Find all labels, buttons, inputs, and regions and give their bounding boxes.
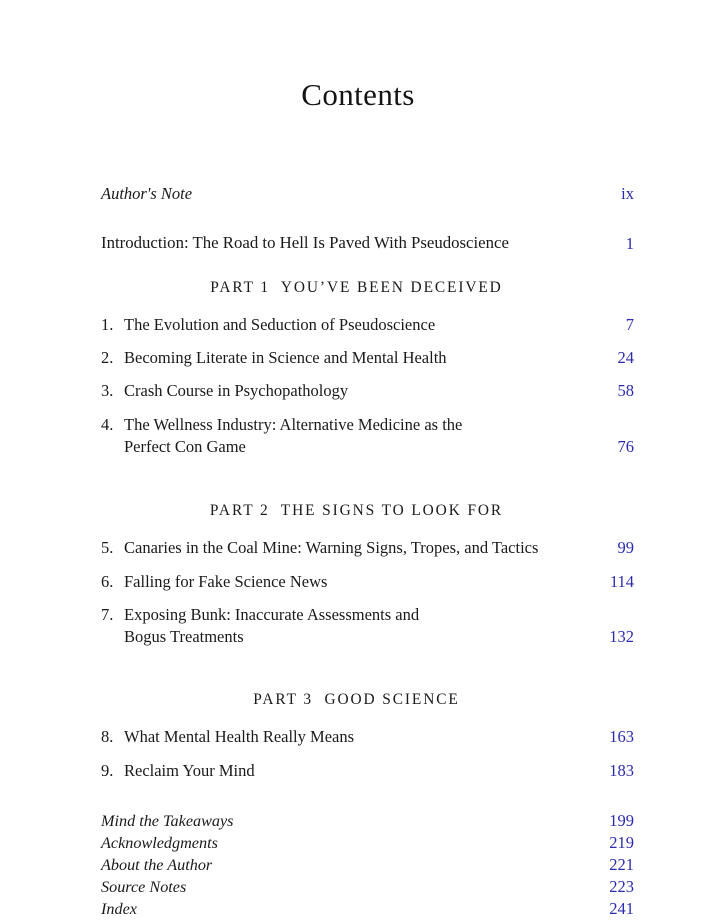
chapter-title	[124, 414, 462, 459]
back-matter-title: Source Notes	[101, 877, 187, 896]
back-matter-title: Index	[101, 899, 137, 918]
toc-entry-label-wrap	[101, 537, 550, 559]
toc-chapter-8[interactable]	[101, 726, 634, 748]
back-matter-title: Acknowledgments	[101, 833, 218, 852]
toc-entry-label-wrap	[101, 571, 339, 593]
section-spacer	[101, 659, 634, 671]
chapter-page-number: 183	[609, 760, 634, 780]
chapter-title	[124, 604, 419, 649]
chapter-number: 8.	[101, 727, 114, 747]
chapter-number: 9.	[101, 760, 114, 780]
toc-entry-title: Introduction: The Road to Hell Is Paved With Pseudoscience	[101, 233, 509, 253]
toc-chapter-4[interactable]	[101, 414, 634, 459]
toc-entry-label-wrap	[101, 314, 447, 336]
toc-entry-introduction[interactable]	[101, 232, 634, 255]
toc-entry-label-wrap	[101, 726, 366, 748]
toc-entry-about-the-author[interactable]	[101, 854, 634, 876]
toc-chapter-2[interactable]	[101, 347, 634, 369]
chapter-page-number: 114	[609, 571, 634, 591]
toc-entry-label-wrap	[101, 183, 204, 205]
chapter-title: What Mental Health Really Means	[124, 727, 355, 747]
toc-chapter-7[interactable]	[101, 604, 634, 649]
part-heading-2: PART 2 THE SIGNS TO LOOK FOR	[209, 502, 504, 520]
toc-entry-label-wrap	[101, 604, 431, 649]
toc-entry-authors-note[interactable]	[101, 183, 634, 205]
chapter-page-number: 99	[617, 538, 634, 558]
toc-entry-label-wrap	[101, 232, 521, 255]
toc-entry-title: Author's Note	[101, 184, 193, 203]
toc-entry-label-wrap	[101, 760, 267, 782]
chapter-title-line-2: Perfect Con Game	[124, 437, 246, 456]
back-matter-page-number: 199	[609, 810, 634, 830]
back-matter-page-number: 241	[609, 898, 634, 918]
toc-entry-page-number: 1	[625, 233, 634, 253]
section-spacer	[101, 469, 634, 482]
toc-entry-page-number: ix	[621, 184, 634, 203]
chapter-title: Becoming Literate in Science and Mental Health	[124, 348, 447, 368]
chapter-number: 7.	[101, 604, 114, 624]
toc-chapter-5[interactable]	[101, 537, 634, 559]
chapter-number: 5.	[101, 538, 114, 558]
toc-chapter-3[interactable]	[101, 380, 634, 402]
chapter-title: Crash Course in Psychopathology	[124, 381, 349, 401]
back-matter-page-number: 221	[609, 854, 634, 874]
toc-entry-label-wrap	[101, 414, 474, 459]
toc-entry-label-wrap	[101, 380, 360, 402]
toc-chapter-6[interactable]	[101, 571, 634, 593]
chapter-title: Reclaim Your Mind	[124, 760, 255, 780]
back-matter-list	[101, 810, 634, 920]
chapter-page-number: 76	[617, 437, 634, 456]
part-heading-1: PART 1 YOU’VE BEEN DECEIVED	[210, 278, 503, 296]
back-matter-title: About the Author	[101, 855, 213, 874]
back-matter-title: Mind the Takeaways	[101, 811, 234, 830]
toc-entry-index[interactable]	[101, 898, 634, 920]
chapter-page-number: 132	[609, 627, 634, 647]
back-matter-page-number: 219	[609, 832, 634, 852]
chapter-page-number: 24	[617, 348, 634, 368]
chapter-number: 1.	[101, 314, 114, 334]
toc-entry-label-wrap	[101, 347, 459, 369]
part-heading-3: PART 3 GOOD SCIENCE	[253, 691, 460, 709]
toc-entry-acknowledgments[interactable]	[101, 832, 634, 854]
chapter-number: 4.	[101, 414, 114, 434]
toc-chapter-1[interactable]	[101, 314, 634, 336]
chapter-page-number: 58	[617, 381, 634, 401]
chapter-number: 3.	[101, 381, 114, 401]
chapter-number: 6.	[101, 571, 114, 591]
chapter-page-number: 7	[625, 314, 634, 334]
toc-entry-mind-the-takeaways[interactable]	[101, 810, 634, 832]
chapter-page-number: 163	[609, 727, 634, 747]
chapter-title: Falling for Fake Science News	[124, 571, 328, 591]
chapter-title-line-1: Exposing Bunk: Inaccurate Assessments and	[124, 604, 420, 624]
back-matter-page-number: 223	[609, 876, 634, 896]
toc-entry-source-notes[interactable]	[101, 876, 634, 898]
page-title: Contents	[301, 77, 415, 112]
chapter-title: The Evolution and Seduction of Pseudoscience	[124, 314, 436, 334]
chapter-title: Canaries in the Coal Mine: Warning Signs, Tropes, and Tactics	[124, 538, 539, 558]
toc-entries-container	[101, 183, 634, 920]
chapter-title-line-1: The Wellness Industry: Alternative Medicine as the	[124, 414, 463, 434]
chapter-number: 2.	[101, 348, 114, 368]
chapter-title-line-2: Bogus Treatments	[124, 627, 244, 647]
toc-chapter-9[interactable]	[101, 760, 634, 782]
